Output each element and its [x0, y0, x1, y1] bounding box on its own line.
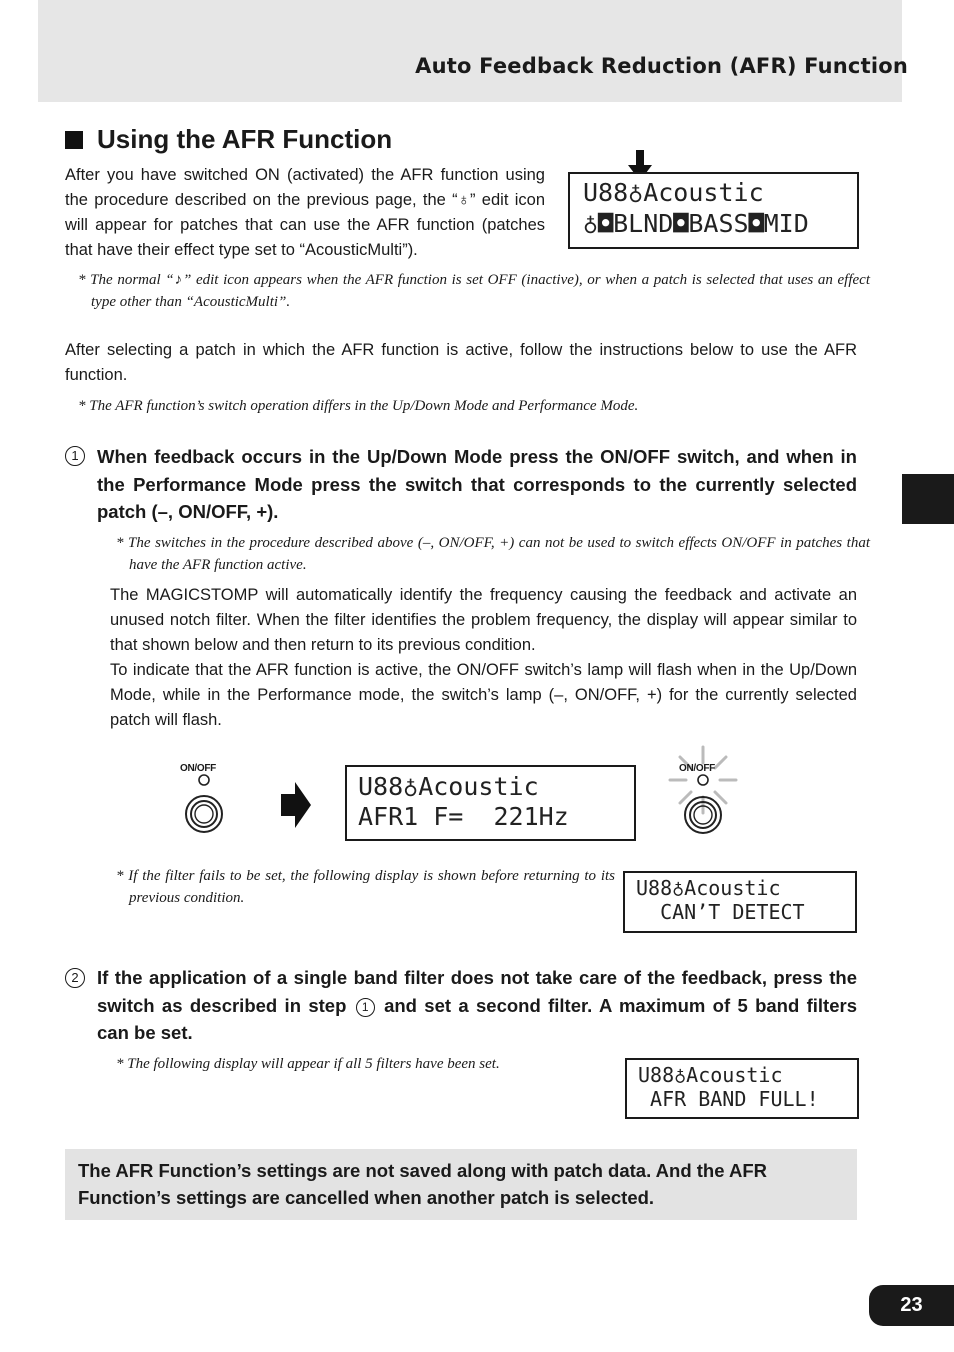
footswitch-icon	[180, 772, 230, 836]
intro-paragraph: After you have switched ON (activated) the AFR function using the procedure described on the previous page, the “♁” edit icon will appear for patches that can use the AFR function (patches that have their effect type set to “AcousticMulti”).	[65, 166, 545, 259]
lcd-full-line-1: U88♁Acoustic	[638, 1063, 783, 1087]
step-1-heading: When feedback occurs in the Up/Down Mode press the ON/OFF switch, and when in the Performance Mode press the switch that corresponds to the currently selected patch (–, ON/OFF, +).	[97, 446, 857, 522]
select-paragraph: After selecting a patch in which the AFR function is active, follow the instructions below to use the AFR function.	[65, 341, 857, 384]
lcd-afr-line-1: U88♁Acoustic	[358, 772, 539, 801]
select-note: * The AFR function’s switch operation differs in the Up/Down Mode and Performance Mode.	[78, 398, 639, 414]
flashing-footswitch-icon	[666, 743, 742, 839]
step-1-note: * The switches in the procedure described above (–, ON/OFF, +) can not be used to switch effects ON/OFF in patches that have the AFR function active.	[116, 535, 870, 573]
section-heading	[65, 124, 392, 155]
lcd-line-1: U88♁Acoustic	[583, 178, 764, 207]
page-number: 23	[869, 1285, 954, 1326]
lcd-afr-line-2: AFR1 F= 221Hz	[358, 802, 569, 831]
switch-label-left: ON/OFF	[180, 763, 216, 774]
warning-callout	[65, 1149, 857, 1220]
step-1-number: 1	[65, 446, 85, 466]
lcd-display-afr	[345, 765, 636, 841]
lcd-line-2: ♁◘BLND◘BASS◘MID	[583, 209, 809, 238]
step-2-heading-part-1: If the application of a single band filter does not take care of the feedback, press the switch as described in step	[97, 967, 857, 1016]
warning-callout-text: The AFR Function’s settings are not saved along with patch data. And the AFR Function’s settings are cancelled when another patch is selected.	[78, 1160, 767, 1208]
square-bullet-icon	[65, 131, 83, 149]
lcd-display-cant-detect	[623, 871, 857, 933]
step-2-note: * The following display will appear if all 5 filters have been set.	[116, 1056, 500, 1072]
right-arrow-icon	[281, 782, 311, 828]
step-2-heading	[97, 964, 857, 1047]
lcd-fail-line-2: CAN’T DETECT	[636, 900, 805, 924]
step-ref-number: 1	[356, 998, 375, 1017]
section-heading-text: Using the AFR Function	[97, 124, 393, 154]
lcd-display-band-full	[625, 1058, 859, 1119]
step-1-body-2: To indicate that the AFR function is active, the ON/OFF switch’s lamp will flash when in the Up/Down Mode, while in the Performance mode, the switch’s lamp (–, ON/OFF, +) for the currently selected patch will flash.	[110, 661, 857, 729]
switch-label-right: ON/OFF	[679, 763, 715, 774]
lcd-full-line-2: AFR BAND FULL!	[638, 1087, 819, 1111]
lcd-display-main	[568, 172, 859, 249]
chapter-tab-marker	[902, 474, 954, 524]
header-band	[38, 0, 902, 102]
lcd-fail-line-1: U88♁Acoustic	[636, 876, 781, 900]
page-header-title: Auto Feedback Reduction (AFR) Function	[415, 54, 908, 78]
step-1-body-1: The MAGICSTOMP will automatically identify the frequency causing the feedback and activate an unused notch filter. When the filter identifies the problem frequency, the display will appear similar to that shown below and then return to its previous condition.	[110, 586, 857, 654]
intro-note: * The normal “♪” edit icon appears when the AFR function is set OFF (inactive), or when a patch is selected that uses an effect type other than “AcousticMulti”.	[78, 272, 870, 310]
step-2-number: 2	[65, 968, 85, 988]
step-2-heading-part-2: and set a second filter. A maximum of 5 band filters can be set.	[97, 994, 857, 1043]
fail-note: * If the filter fails to be set, the following display is shown before returning to its previous condition.	[116, 868, 615, 906]
